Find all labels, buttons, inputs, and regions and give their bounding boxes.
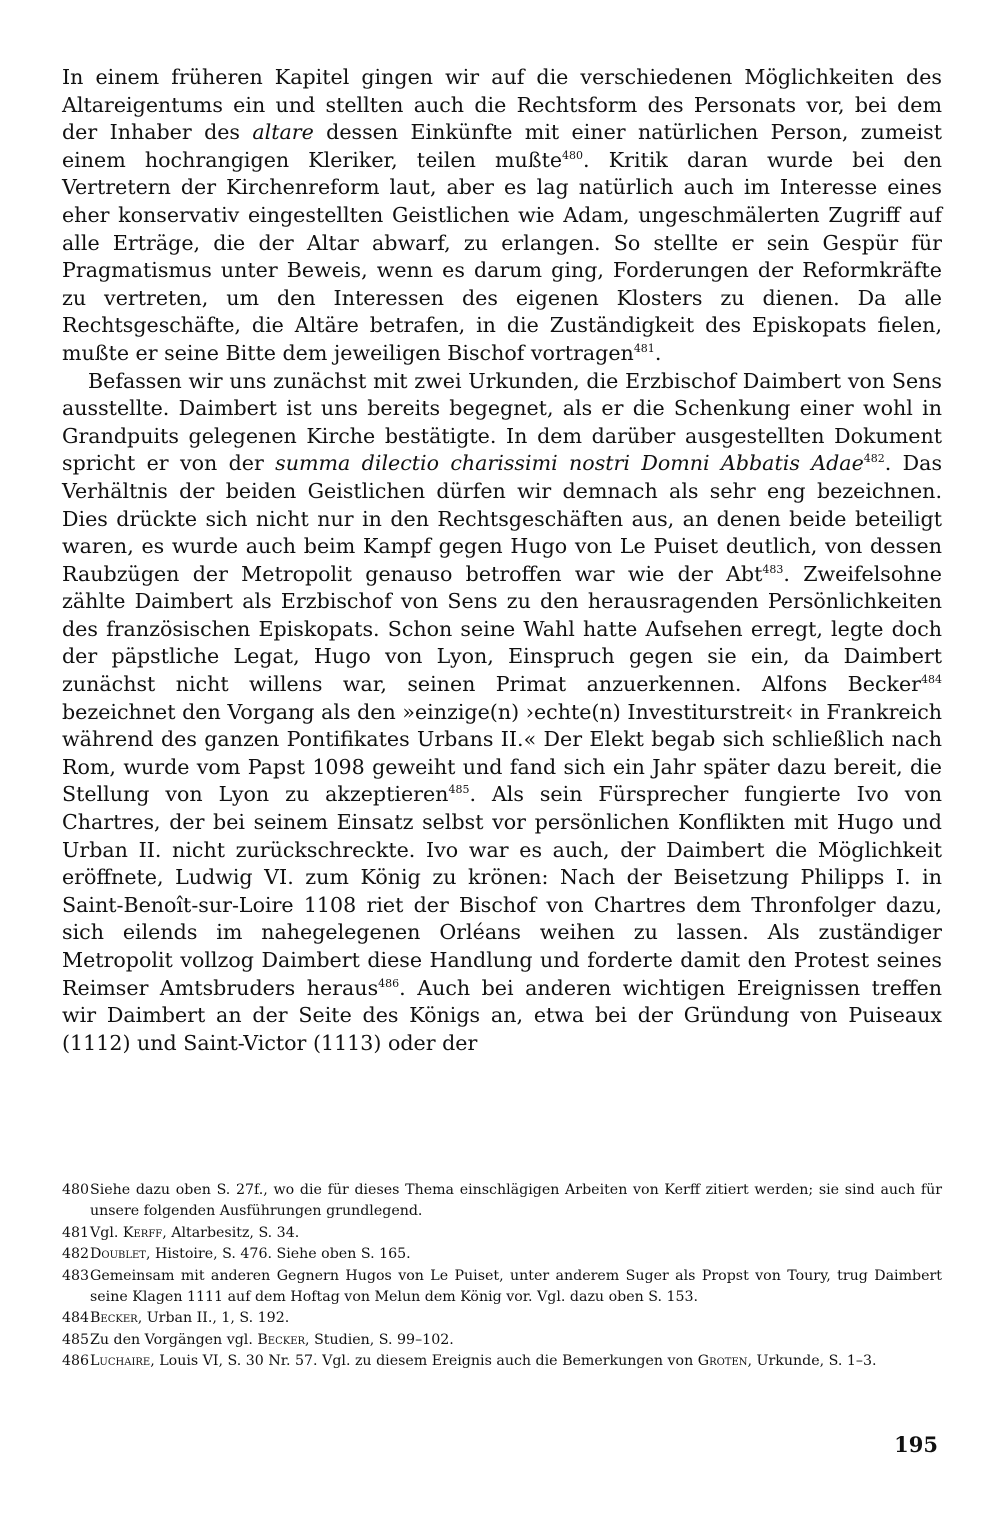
footnote (62, 1244, 942, 1265)
footnote-ref: 483 (762, 562, 784, 576)
footnote (62, 1351, 942, 1372)
footnote-text (90, 1330, 942, 1351)
text-run: . Als sein Fürsprecher fungierte Ivo von Chartres, der bei seinem Einsatz selbst vor persönlichen Konflikten mit Hugo und Urban II. nicht zurückschreckte. Ivo war es auch, der Daimbert die Möglichkeit eröffnete, Ludwig VI. zum König zu krönen: Nach der Beisetzung Philipps I. in Saint-Benoît-sur-Loire 1108 riet der Bischof von Chartres dem Thronfolger dazu, sich eilends im nahegelegenen Orléans weihen zu lassen. Als zuständiger Metropolit vollzog Daimbert diese Handlung und forderte damit den Protest seines Reimser Amtsbruders heraus (62, 782, 942, 1000)
footnote-text (90, 1180, 942, 1223)
text-run: , Urban II., 1, S. 192. (137, 1310, 290, 1327)
text-run: In einem früheren Kapitel gingen wir auf die verschiedenen Möglichkeiten des Altareigentums ein und stellten auch die Rechtsform des Personats vor, bei dem der Inhaber des (62, 65, 942, 145)
text-run: Siehe dazu oben S. 27f., wo die für dieses Thema einschlägigen Arbeiten von Kerff zitiert werden; sie sind auch für unsere folgenden Ausführungen grundlegend. (90, 1182, 942, 1220)
footnote-text (90, 1223, 942, 1244)
author-name: Kerff (122, 1224, 163, 1241)
footnote-ref: 480 (562, 148, 584, 162)
footnote-ref: 482 (863, 452, 885, 466)
footnote-number: 484 (62, 1310, 90, 1327)
footnote (62, 1330, 942, 1351)
author-name: Doublet (90, 1246, 146, 1263)
text-run: , Louis VI, S. 30 Nr. 57. Vgl. zu diesem Ereignis auch die Bemerkungen von (150, 1353, 698, 1370)
text-run: . (654, 340, 662, 365)
page-number: 195 (894, 1432, 938, 1457)
text-run: Gemeinsam mit anderen Gegnern Hugos von Le Puiset, unter anderem Suger als Propst von Toury, trug Daimbert seine Klagen 1111 auf dem Hoftag von Melun dem König vor. Vgl. dazu oben S. 153. (90, 1267, 942, 1306)
author-name: Becker (257, 1331, 306, 1348)
text-run: . Zweifelsohne zählte Daimbert als Erzbischof von Sens zu den herausragenden Persönlichkeiten des französischen Episkopats. Schon seine Wahl hatte Aufsehen erregt, legte doch der päpstliche Legat, Hugo von Lyon, Einspruch gegen sie ein, da Daimbert zunächst nicht willens war, seinen Primat anzuerkennen. Alfons Becker (62, 561, 942, 697)
footnote-number: 482 (62, 1246, 90, 1263)
footnote-number: 480 (62, 1182, 90, 1198)
footnote-number: 483 (62, 1267, 90, 1284)
footnote (62, 1180, 942, 1223)
text-run: , Urkunde, S. 1–3. (747, 1353, 877, 1370)
main-text (62, 64, 942, 1057)
footnote-number: 485 (62, 1331, 90, 1348)
text-run: Vgl. (90, 1224, 123, 1241)
footnote-ref: 484 (921, 673, 942, 687)
footnote (62, 1266, 942, 1309)
text-run: Befassen wir uns zunächst mit zwei Urkunden, die Erzbischof Daimbert von Sens ausstellte. Daimbert ist uns bereits begegnet, als er die Schenkung einer wohl in Grandpuits gelegenen Kirche bestätigte. In dem darüber ausgestellten Dokument spricht er von der (62, 368, 942, 476)
footnotes (62, 1180, 942, 1373)
paragraph-1 (62, 64, 942, 368)
italic-text: altare (252, 120, 314, 145)
text-run: . Kritik daran wurde bei den Vertretern der Kirchenreform laut, aber es lag natürlich auch im Interesse eines eher konservativ eingestellten Geistlichen wie Adam, ungeschmälerten Zugriff auf alle Erträge, die der Altar abwarf, zu erlangen. So stellte er sein Gespür für Pragmatismus unter Beweis, wenn es darum ging, Forderungen der Reformkräfte zu vertreten, um den Interessen des eigenen Klosters zu dienen. Da alle Rechtsgeschäfte, die Altäre betrafen, in die Zuständigkeit des Episkopats fielen, mußte er seine Bitte dem jeweiligen Bischof vortragen (62, 147, 942, 365)
text-run: bezeichnet den Vorgang als den »einzige(n) ›echte(n) Investiturstreit‹ in Frankreich während des ganzen Pontifikates Urbans II.« Der Elekt begab sich schließlich nach Rom, wurde vom Papst 1098 geweiht und fand sich ein Jahr später dazu bereit, die Stellung von Lyon zu akzeptieren (62, 699, 942, 807)
text-run: . Auch bei anderen wichtigen Ereignissen treffen wir Daimbert an der Seite des Königs an, etwa bei der Gründung von Puiseaux (1112) und Saint-Victor (1113) oder der (62, 975, 942, 1055)
paragraph-2 (62, 368, 942, 1058)
author-name: Becker (90, 1310, 138, 1327)
footnote-number: 481 (62, 1224, 90, 1241)
footnote-text (90, 1351, 942, 1372)
footnote-text (90, 1308, 942, 1329)
text-run: , Altarbesitz, S. 34. (162, 1224, 300, 1241)
text-run: Zu den Vorgängen vgl. (90, 1331, 258, 1348)
text-run: , Histoire, S. 476. Siehe oben S. 165. (145, 1246, 411, 1263)
text-run: , Studien, S. 99–102. (305, 1331, 454, 1348)
footnote-ref: 485 (448, 783, 470, 797)
italic-text: summa dilectio charissimi nostri Domni Abbatis Adae (275, 451, 864, 476)
footnote-text (90, 1266, 942, 1309)
author-name: Luchaire (90, 1353, 151, 1370)
footnote-number: 486 (62, 1353, 90, 1370)
footnote (62, 1223, 942, 1244)
footnote-text (90, 1244, 942, 1265)
author-name: Groten (697, 1353, 748, 1370)
footnote-ref: 486 (378, 976, 400, 990)
footnote (62, 1308, 942, 1329)
text-run: dessen Einkünfte mit einer natürlichen Person, zumeist einem hochrangigen Kleriker, teilen mußte (62, 120, 942, 172)
footnote-ref: 481 (633, 342, 655, 356)
text-run: . Das Verhältnis der beiden Geistlichen dürfen wir demnach als sehr eng bezeichnen. Dies drückte sich nicht nur in den Rechtsgeschäften aus, an denen beide beteiligt waren, es wurde auch beim Kampf gegen Hugo von Le Puiset deutlich, von dessen Raubzügen der Metropolit genauso betroffen war wie der Abt (62, 451, 943, 586)
